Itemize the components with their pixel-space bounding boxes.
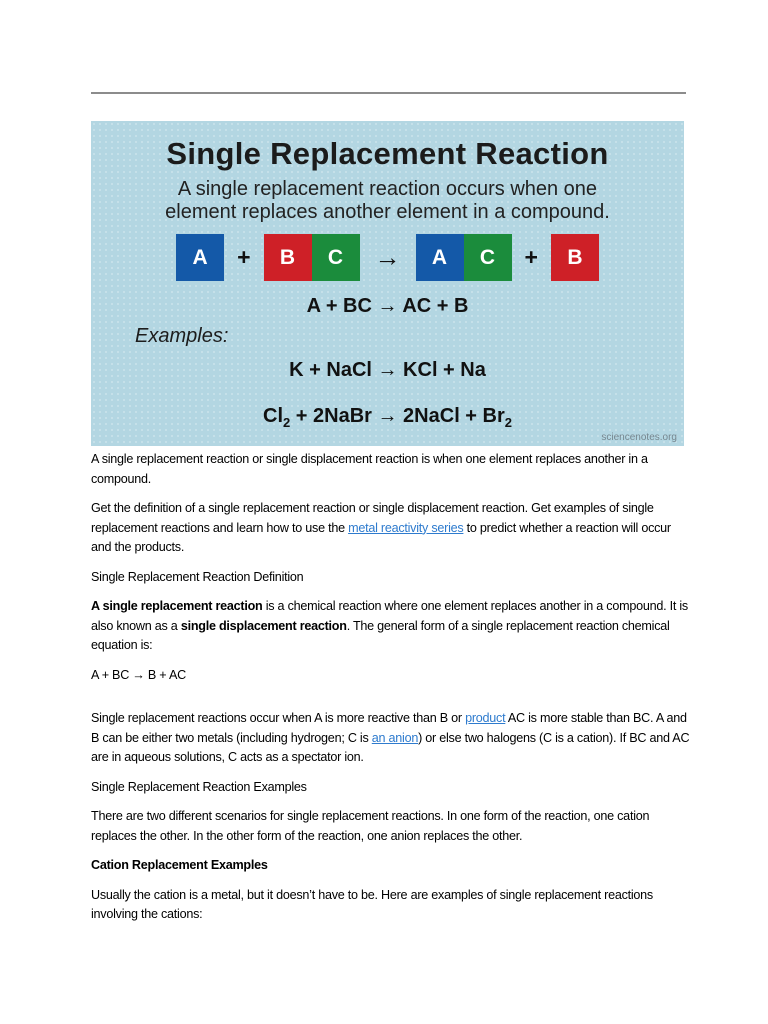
compound-bc (264, 234, 360, 281)
infographic-image (91, 121, 684, 446)
compound-ac (416, 234, 512, 281)
attribution-text: sciencenotes.org (601, 432, 677, 443)
subscript: 2 (504, 415, 512, 430)
examples-heading: Single Replacement Reaction Examples (91, 779, 307, 794)
block-a-reactant: A (176, 234, 224, 281)
example-equation-1: K + NaCl → KCl + Na (289, 359, 486, 381)
formula-text: + 2NaBr → 2NaCl + Br (290, 405, 505, 427)
block-b-reactant: B (264, 234, 312, 281)
summary-paragraph (91, 499, 691, 558)
metal-reactivity-series-link[interactable]: metal reactivity series (348, 520, 464, 535)
intro-paragraph: A single replacement reaction or single displacement reaction is when one element replaces another in a compound. (91, 452, 648, 486)
cation-examples-heading: Cation Replacement Examples (91, 858, 268, 872)
infographic-title: Single Replacement Reaction (166, 136, 609, 171)
plus-sign: + (237, 244, 251, 270)
paragraph-text: ) or else two halogens (C is a cation). If BC and AC are in aqueous solutions, C acts as a spectator ion. (91, 730, 690, 764)
general-form-equation: A + BC → B + AC (91, 667, 186, 682)
infographic-subtitle-line2: element replaces another element in a compound. (165, 201, 610, 223)
bold-term: A single replacement reaction (91, 599, 263, 613)
infographic-subtitle-line1: A single replacement reaction occurs when one (177, 178, 598, 200)
paragraph-text: Get the definition of a single replacement reaction or single displacement reaction. Get examples of single replacement reactions and learn how to use the (91, 501, 654, 535)
cation-paragraph: Usually the cation is a metal, but it doesn’t have to be. Here are examples of single replacement reactions involving the cations: (91, 887, 653, 921)
formula-text: Cl (263, 405, 283, 427)
subscript: 2 (283, 415, 291, 430)
block-c-reactant: C (312, 234, 360, 281)
bold-term: single displacement reaction (180, 618, 347, 633)
product-link[interactable]: product (465, 711, 506, 725)
paragraph-text: is a chemical reaction where one element replaces another in a compound. It is also known as a (91, 599, 688, 633)
arrow-icon: → (374, 242, 401, 272)
definition-paragraph (91, 597, 691, 656)
reactivity-paragraph (91, 709, 691, 768)
infographic-subtitle (91, 178, 684, 224)
paragraph-text: to predict whether a reaction will occur and the products. (91, 520, 671, 554)
plus-sign: + (524, 244, 538, 270)
block-b-product: B (551, 234, 599, 281)
paragraph-text: Single replacement reactions occur when A is more reactive than B or (91, 711, 466, 725)
block-c-product: C (464, 234, 512, 281)
example-equation-2 (91, 404, 684, 435)
reaction-diagram (91, 234, 684, 281)
general-equation: A + BC → AC + B (306, 295, 469, 317)
scenarios-paragraph: There are two different scenarios for single replacement reactions. In one form of the reaction, one cation replaces the other. In the other form of the reaction, one anion replaces the other. (91, 809, 650, 843)
paragraph-text: AC is more stable than BC. A and B can be either two metals (including hydrogen; C is (91, 711, 687, 745)
definition-heading: Single Replacement Reaction Definition (91, 569, 304, 584)
examples-label: Examples: (135, 325, 229, 347)
article-body (91, 450, 691, 935)
horizontal-rule (91, 92, 686, 94)
paragraph-text: . The general form of a single replacement reaction chemical equation is: (91, 618, 670, 652)
block-a-product: A (416, 234, 464, 281)
an-anion-link[interactable]: an anion (371, 730, 419, 745)
